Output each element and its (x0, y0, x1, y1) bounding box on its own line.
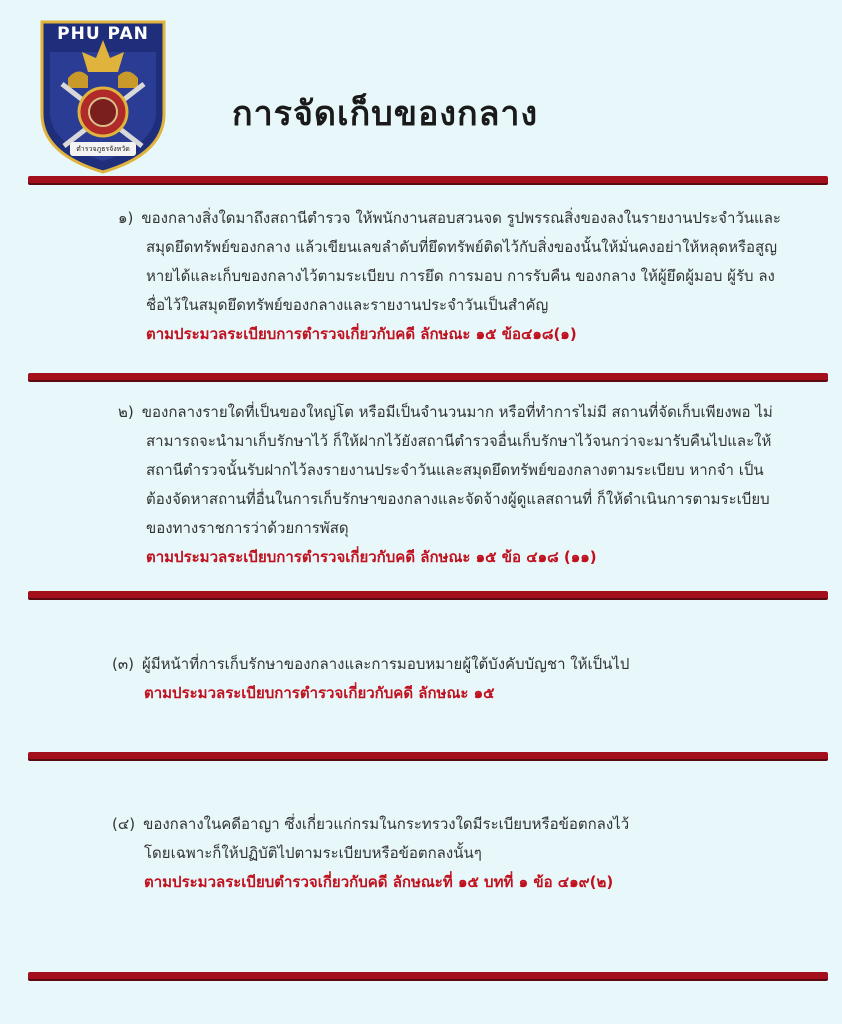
section-3 (112, 650, 802, 708)
legal-reference: ตามประมวลระเบียบการตำรวจเกี่ยวกับคดี ลักษณะ ๑๕ (144, 684, 495, 702)
page-title: การจัดเก็บของกลาง (232, 94, 539, 134)
section-4 (112, 810, 802, 897)
paragraph-line: สามารถจะนำมาเก็บรักษาไว้ ก็ให้ฝากไว้ยังสถานีตำรวจอื่นเก็บรักษาไว้จนกว่าจะมารับคืนไปและให้ (146, 432, 772, 450)
paragraph-line: (๓) ผู้มีหน้าที่การเก็บรักษาของกลางและการมอบหมายผู้ใต้บังคับบัญชา ให้เป็นไป (112, 650, 802, 679)
paragraph-line: สมุดยึดทรัพย์ของกลาง แล้วเขียนเลขลำดับที่ยึดทรัพย์ติดไว้กับสิ่งของนั้นให้มั่นคงอย่าให้หลุดหรือสูญ (146, 238, 777, 256)
paragraph-line: ของทางราชการว่าด้วยการพัสดุ (146, 519, 349, 537)
divider (28, 972, 828, 979)
logo-text: PHU PAN (57, 24, 149, 44)
legal-reference: ตามประมวลระเบียบตำรวจเกี่ยวกับคดี ลักษณะที่ ๑๕ บทที่ ๑ ข้อ ๔๑๙(๒) (144, 873, 614, 891)
divider (28, 752, 828, 759)
paragraph-line: หายได้และเก็บของกลางไว้ตามระเบียบ การยึด การมอบ การรับคืน ของกลาง ให้ผู้ยึดผู้มอบ ผู้รับ ลง (146, 267, 775, 285)
legal-reference: ตามประมวลระเบียบการตำรวจเกี่ยวกับคดี ลักษณะ ๑๕ ข้อ๔๑๘(๑) (146, 325, 577, 343)
section-number: (๓) (112, 655, 134, 673)
paragraph-line: โดยเฉพาะก็ให้ปฏิบัติไปตามระเบียบหรือข้อตกลงนั้นๆ (144, 844, 482, 862)
legal-reference: ตามประมวลระเบียบการตำรวจเกี่ยวกับคดี ลักษณะ ๑๕ ข้อ ๔๑๘ (๑๑) (146, 548, 597, 566)
paragraph-line: (๔) ของกลางในคดีอาญา ซึ่งเกี่ยวแก่กรมในกระทรวงใดมีระเบียบหรือข้อตกลงไว้ (112, 810, 802, 839)
paragraph-line: ๑) ของกลางสิ่งใดมาถึงสถานีตำรวจ ให้พนักงานสอบสวนจด รูปพรรณสิ่งของลงในรายงานประจำวันและ (118, 204, 808, 233)
paragraph-line: ต้องจัดหาสถานที่อื่นในการเก็บรักษาของกลางและจัดจ้างผู้ดูแลสถานที่ ก็ให้ดำเนินการตามระเบียบ (146, 490, 770, 508)
divider (28, 591, 828, 598)
section-number: ๑) (118, 209, 134, 227)
section-2 (118, 398, 808, 572)
section-number: ๒) (118, 403, 134, 421)
section-1 (118, 204, 808, 349)
paragraph-line: ชื่อไว้ในสมุดยึดทรัพย์ของกลางและรายงานประจำวันเป็นสำคัญ (146, 296, 549, 314)
divider (28, 176, 828, 183)
paragraph-line: สถานีตำรวจนั้นรับฝากไว้ลงรายงานประจำวันและสมุดยึดทรัพย์ของกลางตามระเบียบ หากจำ เป็น (146, 461, 764, 479)
paragraph-line: ๒) ของกลางรายใดที่เป็นของใหญ่โต หรือมีเป็นจำนวนมาก หรือที่ทำการไม่มี สถานที่จัดเก็บเพียงพอ ไม่ (118, 398, 808, 427)
police-badge-logo (38, 18, 168, 176)
divider (28, 373, 828, 380)
section-number: (๔) (112, 815, 136, 833)
logo-caption: ตำรวจภูธรจังหวัด (76, 145, 130, 153)
